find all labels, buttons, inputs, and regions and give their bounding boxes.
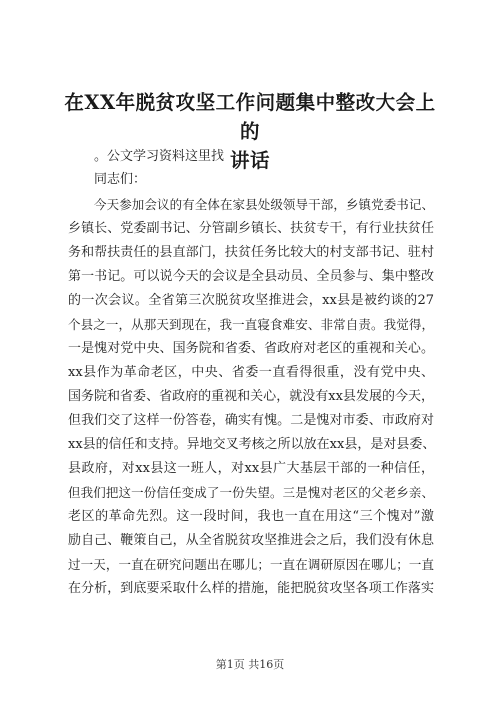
salutation: 同志们： xyxy=(94,172,147,187)
page-footer: 第1页 共16页 xyxy=(215,658,285,671)
body-line: 个县之一，从那天到现在，我一直寝食难安、非常自责。我觉得， xyxy=(68,317,434,332)
body-line: 务和帮扶责任的县直部门，扶贫任务比较大的村支部书记、驻村 xyxy=(68,245,434,260)
body-line: 县政府，对xx县这一班人，对xx县广大基层干部的一种信任， xyxy=(68,461,434,476)
body-line: 励自己、鞭策自己，从全省脱贫攻坚推进会之后，我们没有休息 xyxy=(68,533,434,548)
body-line: 老区的革命先烈。这一段时间，我也一直在用这“三个愧对”激 xyxy=(68,509,434,524)
body-line: 但我们把这一份信任变成了一份失望。三是愧对老区的父老乡亲、 xyxy=(68,485,434,500)
body-line: 一是愧对党中央、国务院和省委、省政府对老区的重视和关心。 xyxy=(68,341,434,356)
title-line-1: 在XX年脱贫攻坚工作问题集中整改大会上的 xyxy=(64,91,436,143)
body-line: 的一次会议。全省第三次脱贫攻坚推进会，xx县是被约谈的27 xyxy=(68,293,434,308)
body-line: 乡镇长、党委副书记、分管副乡镇长、扶贫专干，有行业扶贫任 xyxy=(68,221,434,236)
body-line: 但我们交了这样一份答卷，确实有愧。二是愧对市委、市政府对 xyxy=(68,413,434,428)
note-line: 。公文学习资料这里找 xyxy=(94,149,225,164)
body-line: 过一天，一直在研究问题出在哪儿；一直在调研原因在哪儿；一直 xyxy=(68,557,434,572)
body-line: 国务院和省委、省政府的重视和关心，就没有xx县发展的今天， xyxy=(68,389,434,404)
body-line: xx县作为革命老区，中央、省委一直看得很重，没有党中央、 xyxy=(68,365,434,380)
body-line: 第一书记。可以说今天的会议是全县动员、全员参与、集中整改 xyxy=(68,269,434,284)
title-line-2: 讲话 xyxy=(229,149,270,172)
body-line: 今天参加会议的有全体在家县处级领导干部，乡镇党委书记、 xyxy=(94,197,434,212)
body-line: xx县的信任和支持。异地交叉考核之所以放在xx县，是对县委、 xyxy=(68,437,436,452)
body-line: 在分析，到底要采取什么样的措施，能把脱贫攻坚各项工作落实 xyxy=(68,581,434,596)
